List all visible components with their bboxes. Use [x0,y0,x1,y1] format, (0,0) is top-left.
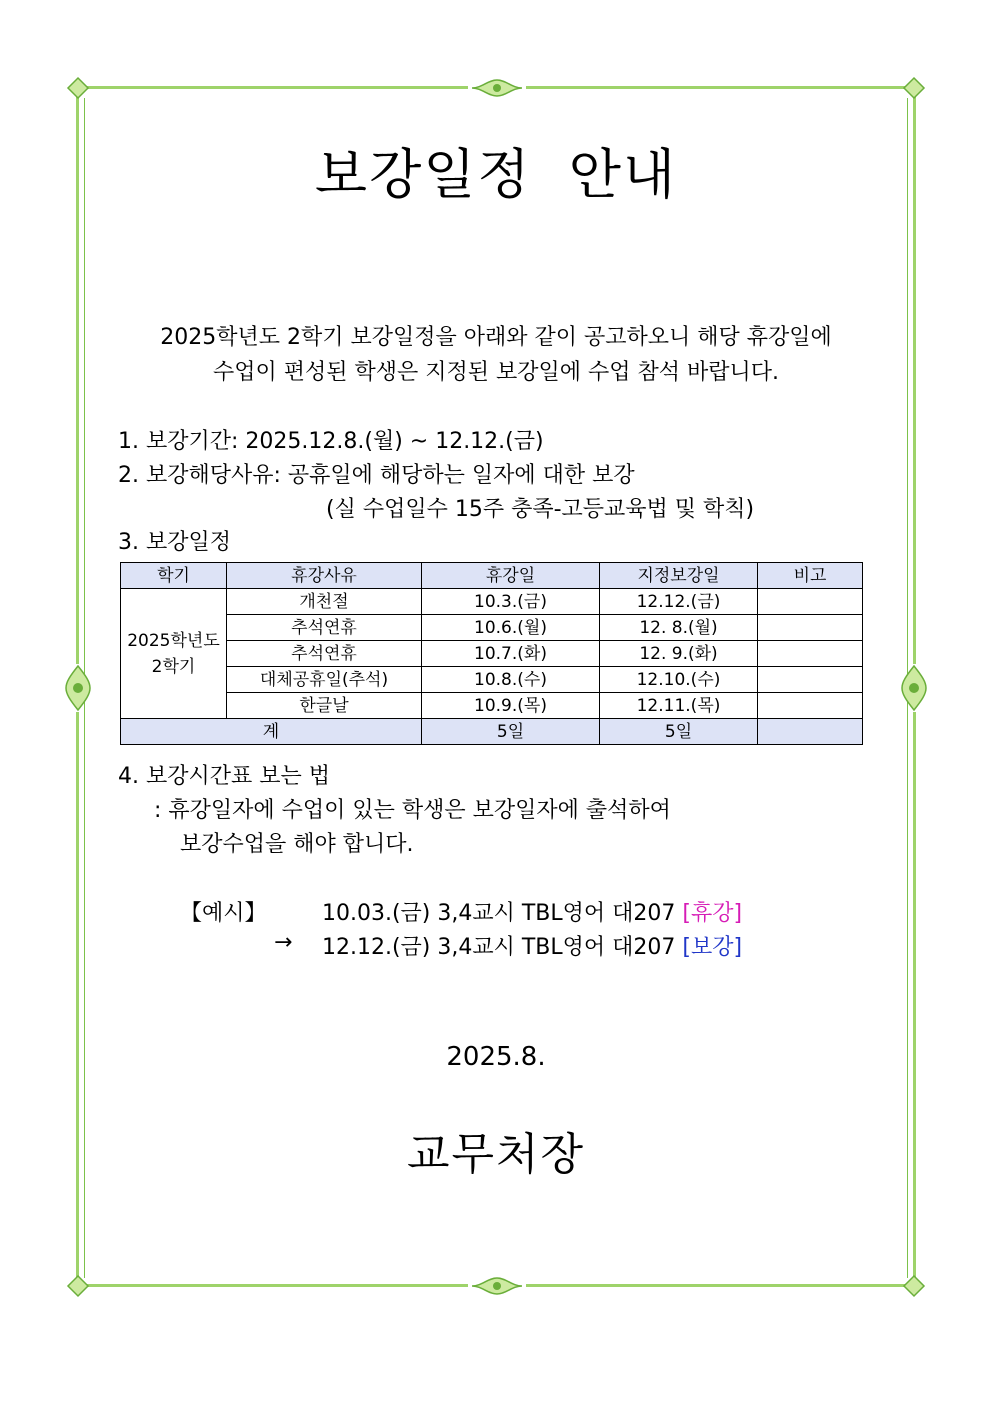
reason-cell: 대체공휴일(추석) [227,667,422,693]
off-date-cell: 10.7.(화) [422,641,600,667]
intro-line-2: 수업이 편성된 학생은 지정된 보강일에 수업 참석 바랍니다. [213,360,779,385]
total-makeup: 5일 [600,719,758,745]
signature: 교무처장 [406,1129,585,1180]
ornament-right-center-icon [898,664,930,712]
item-schedule: 3. 보강일정 [118,530,231,555]
reason-cell: 추석연휴 [227,615,422,641]
total-note [758,719,863,745]
frame-top-right [526,86,914,89]
off-date-cell: 10.6.(월) [422,615,600,641]
example-rest-text: 10.03.(금) 3,4교시 TBL영어 대207 [322,901,676,926]
makeup-date-cell: 12.10.(수) [600,667,758,693]
table-row [121,667,863,693]
reason-cell: 한글날 [227,693,422,719]
example-arrow: → [274,930,293,955]
howto-desc-2: 보강수업을 해야 합니다. [180,832,414,857]
off-date-cell: 10.3.(금) [422,589,600,615]
makeup-date-cell: 12.12.(금) [600,589,758,615]
item-period: 1. 보강기간: 2025.12.8.(월) ~ 12.12.(금) [118,429,544,454]
ornament-bottom-center-icon [468,1274,526,1298]
frame-left-bottom [76,712,79,1282]
page-title: 보강일정 안내 [314,143,678,206]
off-date-cell: 10.8.(수) [422,667,600,693]
total-off: 5일 [422,719,600,745]
ornament-corner-bottom-left-icon [66,1274,90,1298]
table-row [121,693,863,719]
example-makeup-text: 12.12.(금) 3,4교시 TBL영어 대207 [322,935,676,960]
example-rest-tag: [휴강] [682,901,743,926]
reason-cell: 추석연휴 [227,641,422,667]
frame-bottom-right [526,1284,914,1287]
ornament-corner-top-left-icon [66,76,90,100]
frame-right-bottom [913,712,916,1282]
ornament-corner-bottom-right-icon [902,1274,926,1298]
reason-cell: 개천절 [227,589,422,615]
makeup-date-cell: 12. 9.(화) [600,641,758,667]
header-reason: 휴강사유 [227,563,422,589]
notice-date: 2025.8. [446,1042,546,1072]
schedule-table [120,562,863,745]
howto-desc-1: : 휴강일자에 수업이 있는 학생은 보강일자에 출석하여 [154,798,671,823]
item-reason: 2. 보강해당사유: 공휴일에 해당하는 일자에 대한 보강 [118,463,635,488]
item-howto: 4. 보강시간표 보는 법 [118,764,330,789]
table-total-row [121,719,863,745]
example-label: 【예시】 [180,901,267,926]
table-header-row [121,563,863,589]
note-cell [758,615,863,641]
ornament-left-center-icon [62,664,94,712]
total-label: 계 [121,719,422,745]
frame-bottom-left [80,1284,468,1287]
table-row [121,589,863,615]
makeup-date-cell: 12.11.(목) [600,693,758,719]
term-cell: 2025학년도 2학기 [121,589,227,719]
note-cell [758,667,863,693]
table-row [121,641,863,667]
table-row [121,615,863,641]
note-cell [758,693,863,719]
item-reason-note: (실 수업일수 15주 충족-고등교육법 및 학칙) [326,497,755,522]
makeup-date-cell: 12. 8.(월) [600,615,758,641]
header-term: 학기 [121,563,227,589]
example-line-2 [322,930,742,961]
intro-line-1: 2025학년도 2학기 보강일정을 아래와 같이 공고하오니 해당 휴강일에 [160,325,832,350]
frame-top-left [80,86,468,89]
header-note: 비고 [758,563,863,589]
header-off-date: 휴강일 [422,563,600,589]
example-makeup-tag: [보강] [682,935,743,960]
ornament-corner-top-right-icon [902,76,926,100]
ornament-top-center-icon [468,76,526,100]
note-cell [758,589,863,615]
header-makeup-date: 지정보강일 [600,563,758,589]
example-line-1 [322,896,742,927]
off-date-cell: 10.9.(목) [422,693,600,719]
note-cell [758,641,863,667]
